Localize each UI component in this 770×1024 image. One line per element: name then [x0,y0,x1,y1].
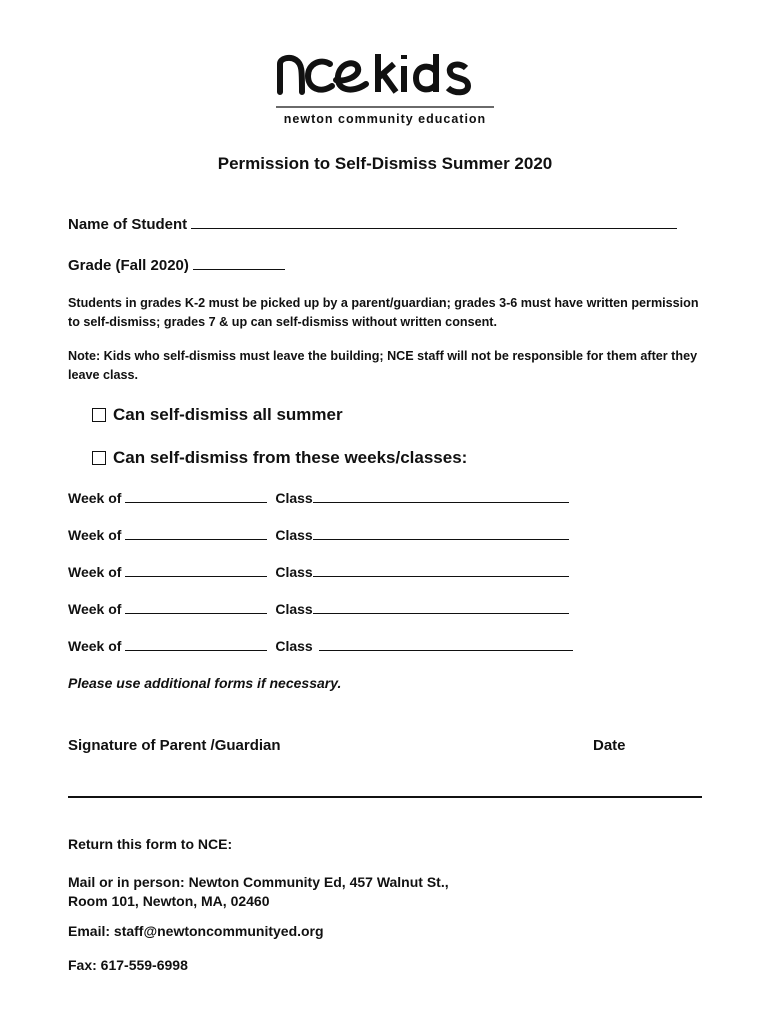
all-summer-checkbox[interactable] [92,408,106,422]
additional-forms-note: Please use additional forms if necessary. [68,675,342,691]
week-field[interactable] [125,638,267,651]
class-label: Class [275,564,313,580]
selected-weeks-checkbox[interactable] [92,451,106,465]
week-field[interactable] [125,564,267,577]
week-label: Week of [68,601,122,617]
grade-field[interactable] [193,256,285,270]
policy-paragraph: Students in grades K-2 must be picked up by a parent/guardian; grades 3-6 must have written permission to self-dismiss; grades 7 & up can self-dismiss without written consent. [68,296,699,329]
class-field[interactable] [313,601,569,614]
grade-row [68,256,285,274]
selected-weeks-label: Can self-dismiss from these weeks/classes: [113,448,468,467]
signature-line[interactable] [68,796,702,798]
note-paragraph: Note: Kids who self-dismiss must leave the building; NCE staff will not be responsible for them after they leave class. [68,349,698,382]
class-field[interactable] [319,638,573,651]
week-field[interactable] [125,490,267,503]
week-field[interactable] [125,527,267,540]
signature-label: Signature of Parent /Guardian [68,737,281,754]
student-name-label: Name of Student [68,216,188,233]
week-row [68,490,569,506]
class-label: Class [275,527,313,543]
mail-line-1: Mail or in person: Newton Community Ed, 457 Walnut St., [68,874,449,890]
all-summer-label: Can self-dismiss all summer [113,405,343,424]
week-row [68,638,573,654]
student-name-field[interactable] [191,215,677,229]
grade-label: Grade (Fall 2020) [68,257,189,274]
week-label: Week of [68,564,122,580]
week-label: Week of [68,638,122,654]
logo-tagline: newton community education [283,112,487,126]
week-field[interactable] [125,601,267,614]
class-label: Class [275,490,313,506]
mail-line-2: Room 101, Newton, MA, 02460 [68,893,270,909]
week-row [68,564,569,580]
email-line: Email: staff@newtoncommunityed.org [68,923,324,939]
return-heading: Return this form to NCE: [68,836,233,852]
class-field[interactable] [313,527,569,540]
week-label: Week of [68,490,122,506]
week-label: Week of [68,527,122,543]
week-row [68,601,569,617]
option-all-summer [92,405,343,425]
fax-line: Fax: 617-559-6998 [68,957,188,973]
class-label: Class [275,601,313,617]
nce-kids-logo [276,50,494,132]
week-row [68,527,569,543]
class-field[interactable] [313,564,569,577]
class-field[interactable] [313,490,569,503]
class-label: Class [275,638,313,654]
student-name-row [68,215,677,233]
form-title: Permission to Self-Dismiss Summer 2020 [217,154,553,173]
option-selected-weeks [92,448,467,468]
date-label: Date [593,737,626,754]
